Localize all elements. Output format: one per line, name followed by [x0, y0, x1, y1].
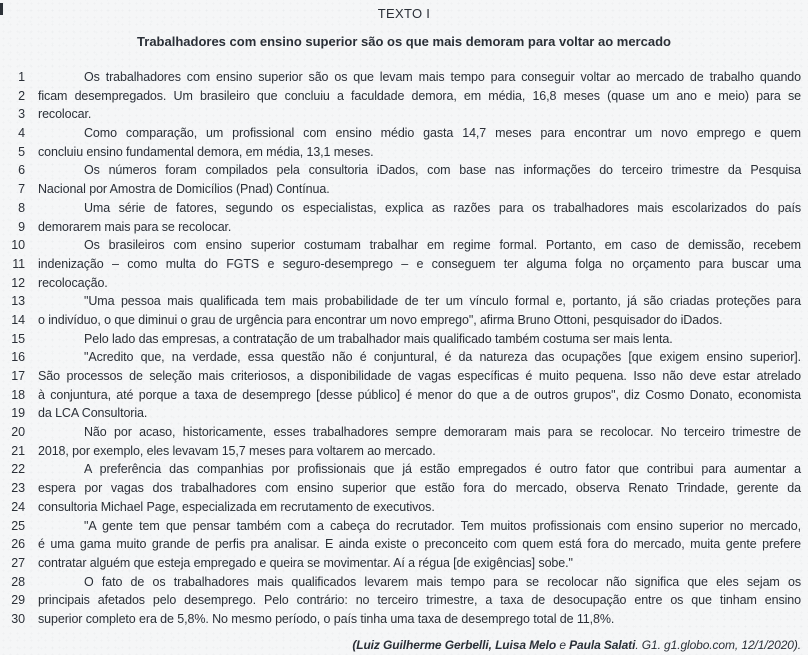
- line-text: Uma série de fatores, segundo os especialistas, explica as razões para os trabalhadores mais escolarizados do país: [84, 200, 801, 215]
- scan-edge-artifact: [0, 3, 3, 15]
- text-line: [0, 218, 808, 237]
- text-line: [0, 573, 808, 592]
- text-line: [0, 274, 808, 293]
- line-text: superior completo era de 5,8%. No mesmo período, o país tinha uma taxa de desemprego total de 11,8%.: [38, 611, 615, 626]
- line-text: o indivíduo, o que diminui o grau de urgência para encontrar um novo emprego", afirma Bruno Ottoni, pesquisador do iDados.: [38, 312, 723, 327]
- line-text: recolocar.: [38, 107, 92, 122]
- line-text: Como comparação, um profissional com ensino médio gasta 14,7 meses para encontrar um novo emprego e quem: [84, 126, 801, 141]
- line-number: 29: [11, 593, 25, 608]
- text-line: [0, 236, 808, 255]
- line-number: 12: [11, 275, 25, 290]
- text-line: [0, 610, 808, 629]
- text-line: [0, 386, 808, 405]
- line-number: 11: [12, 256, 25, 271]
- line-number: 2: [18, 88, 25, 103]
- line-number: 10: [11, 238, 25, 253]
- text-line: [0, 255, 808, 274]
- citation-part: . G1. g1.globo.com, 12/1/2020).: [635, 637, 801, 652]
- line-text: da LCA Consultoria.: [38, 406, 148, 421]
- line-text: "A gente tem que pensar também com a cabeça do recrutador. Tem muitos profissionais com ensino superior no mercado,: [84, 518, 801, 533]
- text-line: [0, 367, 808, 386]
- citation-part: Paula Salati: [565, 637, 636, 652]
- text-line: [0, 460, 808, 479]
- line-number: 20: [11, 425, 25, 440]
- text-line: [0, 554, 808, 573]
- line-number: 15: [11, 331, 25, 346]
- line-number: 3: [18, 107, 25, 122]
- line-number: 17: [11, 369, 25, 383]
- text-line: [0, 68, 808, 87]
- text-line: [0, 517, 808, 536]
- text-line: [0, 535, 808, 554]
- line-number: 18: [11, 387, 25, 402]
- line-text: Os números foram compilados pela consultoria iDados, com base nas informações do terceiro trimestre da Pesquisa: [84, 163, 801, 178]
- line-number: 24: [11, 499, 25, 514]
- text-line: [0, 161, 808, 180]
- line-text: Nacional por Amostra de Domicílios (Pnad) Contínua.: [38, 182, 330, 197]
- line-text: consultoria Michael Page, especializada em recrutamento de executivos.: [38, 499, 435, 514]
- line-text: Os trabalhadores com ensino superior são os que levam mais tempo para conseguir voltar ao mercado de trabalho quando: [84, 70, 801, 84]
- line-number: 30: [11, 611, 25, 626]
- page-title: TEXTO I: [377, 6, 431, 21]
- text-line: [0, 124, 808, 143]
- line-text: principais afetados pelo desemprego. Pelo contrário: no terceiro trimestre, a taxa de desocupação entre os que tinham ensino: [38, 593, 801, 608]
- line-number: 9: [18, 219, 25, 234]
- line-number: 27: [11, 555, 25, 570]
- citation-part: e: [559, 637, 566, 652]
- citation-part: (Luiz Guilherme Gerbelli, Luisa Melo: [352, 637, 560, 652]
- line-number: 7: [18, 182, 25, 197]
- text-line: [0, 105, 808, 124]
- line-number: 26: [11, 537, 25, 552]
- line-text: O fato de os trabalhadores mais qualificados levarem mais tempo para se recolocar não significa que eles sejam os: [84, 574, 801, 589]
- line-text: A preferência das companhias por profissionais que já estão empregados é outro fator que contribui para aumentar a: [84, 462, 801, 477]
- line-number: 4: [18, 126, 25, 141]
- article-heading: Trabalhadores com ensino superior são os que mais demoram para voltar ao mercado: [137, 34, 671, 49]
- line-text: Os brasileiros com ensino superior costumam trabalhar em regime formal. Portanto, em caso de demissão, recebem: [84, 238, 801, 253]
- line-number: 25: [11, 518, 25, 533]
- line-number: 8: [18, 200, 25, 215]
- line-text: "Uma pessoa mais qualificada tem mais probabilidade de ter um vínculo formal e, portanto, já são criadas proteções para: [84, 294, 801, 309]
- line-text: São processos de seleção mais criteriosos, a disponibilidade de vagas específicas é muito pequena. Isso não deve estar atrelado: [38, 369, 801, 383]
- text-line: [0, 348, 808, 367]
- text-line: [0, 87, 808, 106]
- line-text: é uma gama muito grande de perfis pra analisar. E ainda existe o preconceito com quem está fora do mercado, muita gente prefere: [38, 537, 801, 552]
- text-line: [0, 498, 808, 517]
- line-text: à conjuntura, até porque a taxa de desemprego [desse público] é menor do que a de outros grupos", diz Cosmo Donato, economista: [38, 387, 801, 402]
- line-number: 19: [11, 406, 25, 421]
- line-text: recolocação.: [38, 275, 108, 290]
- text-line: [0, 591, 808, 610]
- line-number: 1: [18, 70, 25, 84]
- text-line: [0, 404, 808, 423]
- text-line: [0, 143, 808, 162]
- line-text: espera por vagas dos trabalhadores com ensino superior que estão fora do mercado, observa Renato Trindade, gerente da: [38, 481, 801, 496]
- line-text: contratar alguém que esteja empregado e queira se movimentar. Aí a régua [de exigências] sobe.": [38, 555, 573, 570]
- line-text: Não por acaso, historicamente, esses trabalhadores sempre demoraram mais para se recolocar. No terceiro trimestre de: [84, 425, 801, 440]
- line-number: 13: [11, 294, 25, 309]
- citation: [0, 638, 808, 652]
- line-number: 22: [11, 462, 25, 477]
- line-text: Pelo lado das empresas, a contratação de um trabalhador mais qualificado também costuma ser mais lenta.: [84, 331, 673, 346]
- line-number: 21: [11, 443, 25, 458]
- text-line: [0, 479, 808, 498]
- line-number: 28: [11, 574, 25, 589]
- line-number: 5: [18, 144, 25, 159]
- text-line: [0, 292, 808, 311]
- line-text: ficam desempregados. Um brasileiro que concluiu a faculdade demora, em média, 16,8 meses (quase um ano e meio) para se: [38, 88, 801, 103]
- line-text: "Acredito que, na verdade, essa questão não é conjuntural, é da natureza das ocupações [que exigem ensino superior].: [84, 350, 801, 365]
- article-body: [0, 68, 808, 629]
- text-line: [0, 330, 808, 349]
- text-line: [0, 180, 808, 199]
- line-number: 14: [11, 312, 25, 327]
- line-text: demorarem mais para se recolocar.: [38, 219, 232, 234]
- line-text: indenização – como multa do FGTS e seguro-desemprego – e conseguem ter alguma folga no orçamento para buscar uma: [38, 256, 801, 271]
- text-line: [0, 423, 808, 442]
- text-line: [0, 311, 808, 330]
- text-line: [0, 442, 808, 461]
- line-number: 16: [11, 350, 25, 365]
- line-text: concluiu ensino fundamental demora, em média, 13,1 meses.: [38, 144, 374, 159]
- text-line: [0, 199, 808, 218]
- line-number: 23: [11, 481, 25, 496]
- line-number: 6: [18, 163, 25, 178]
- line-text: 2018, por exemplo, eles levavam 15,7 meses para voltarem ao mercado.: [38, 443, 436, 458]
